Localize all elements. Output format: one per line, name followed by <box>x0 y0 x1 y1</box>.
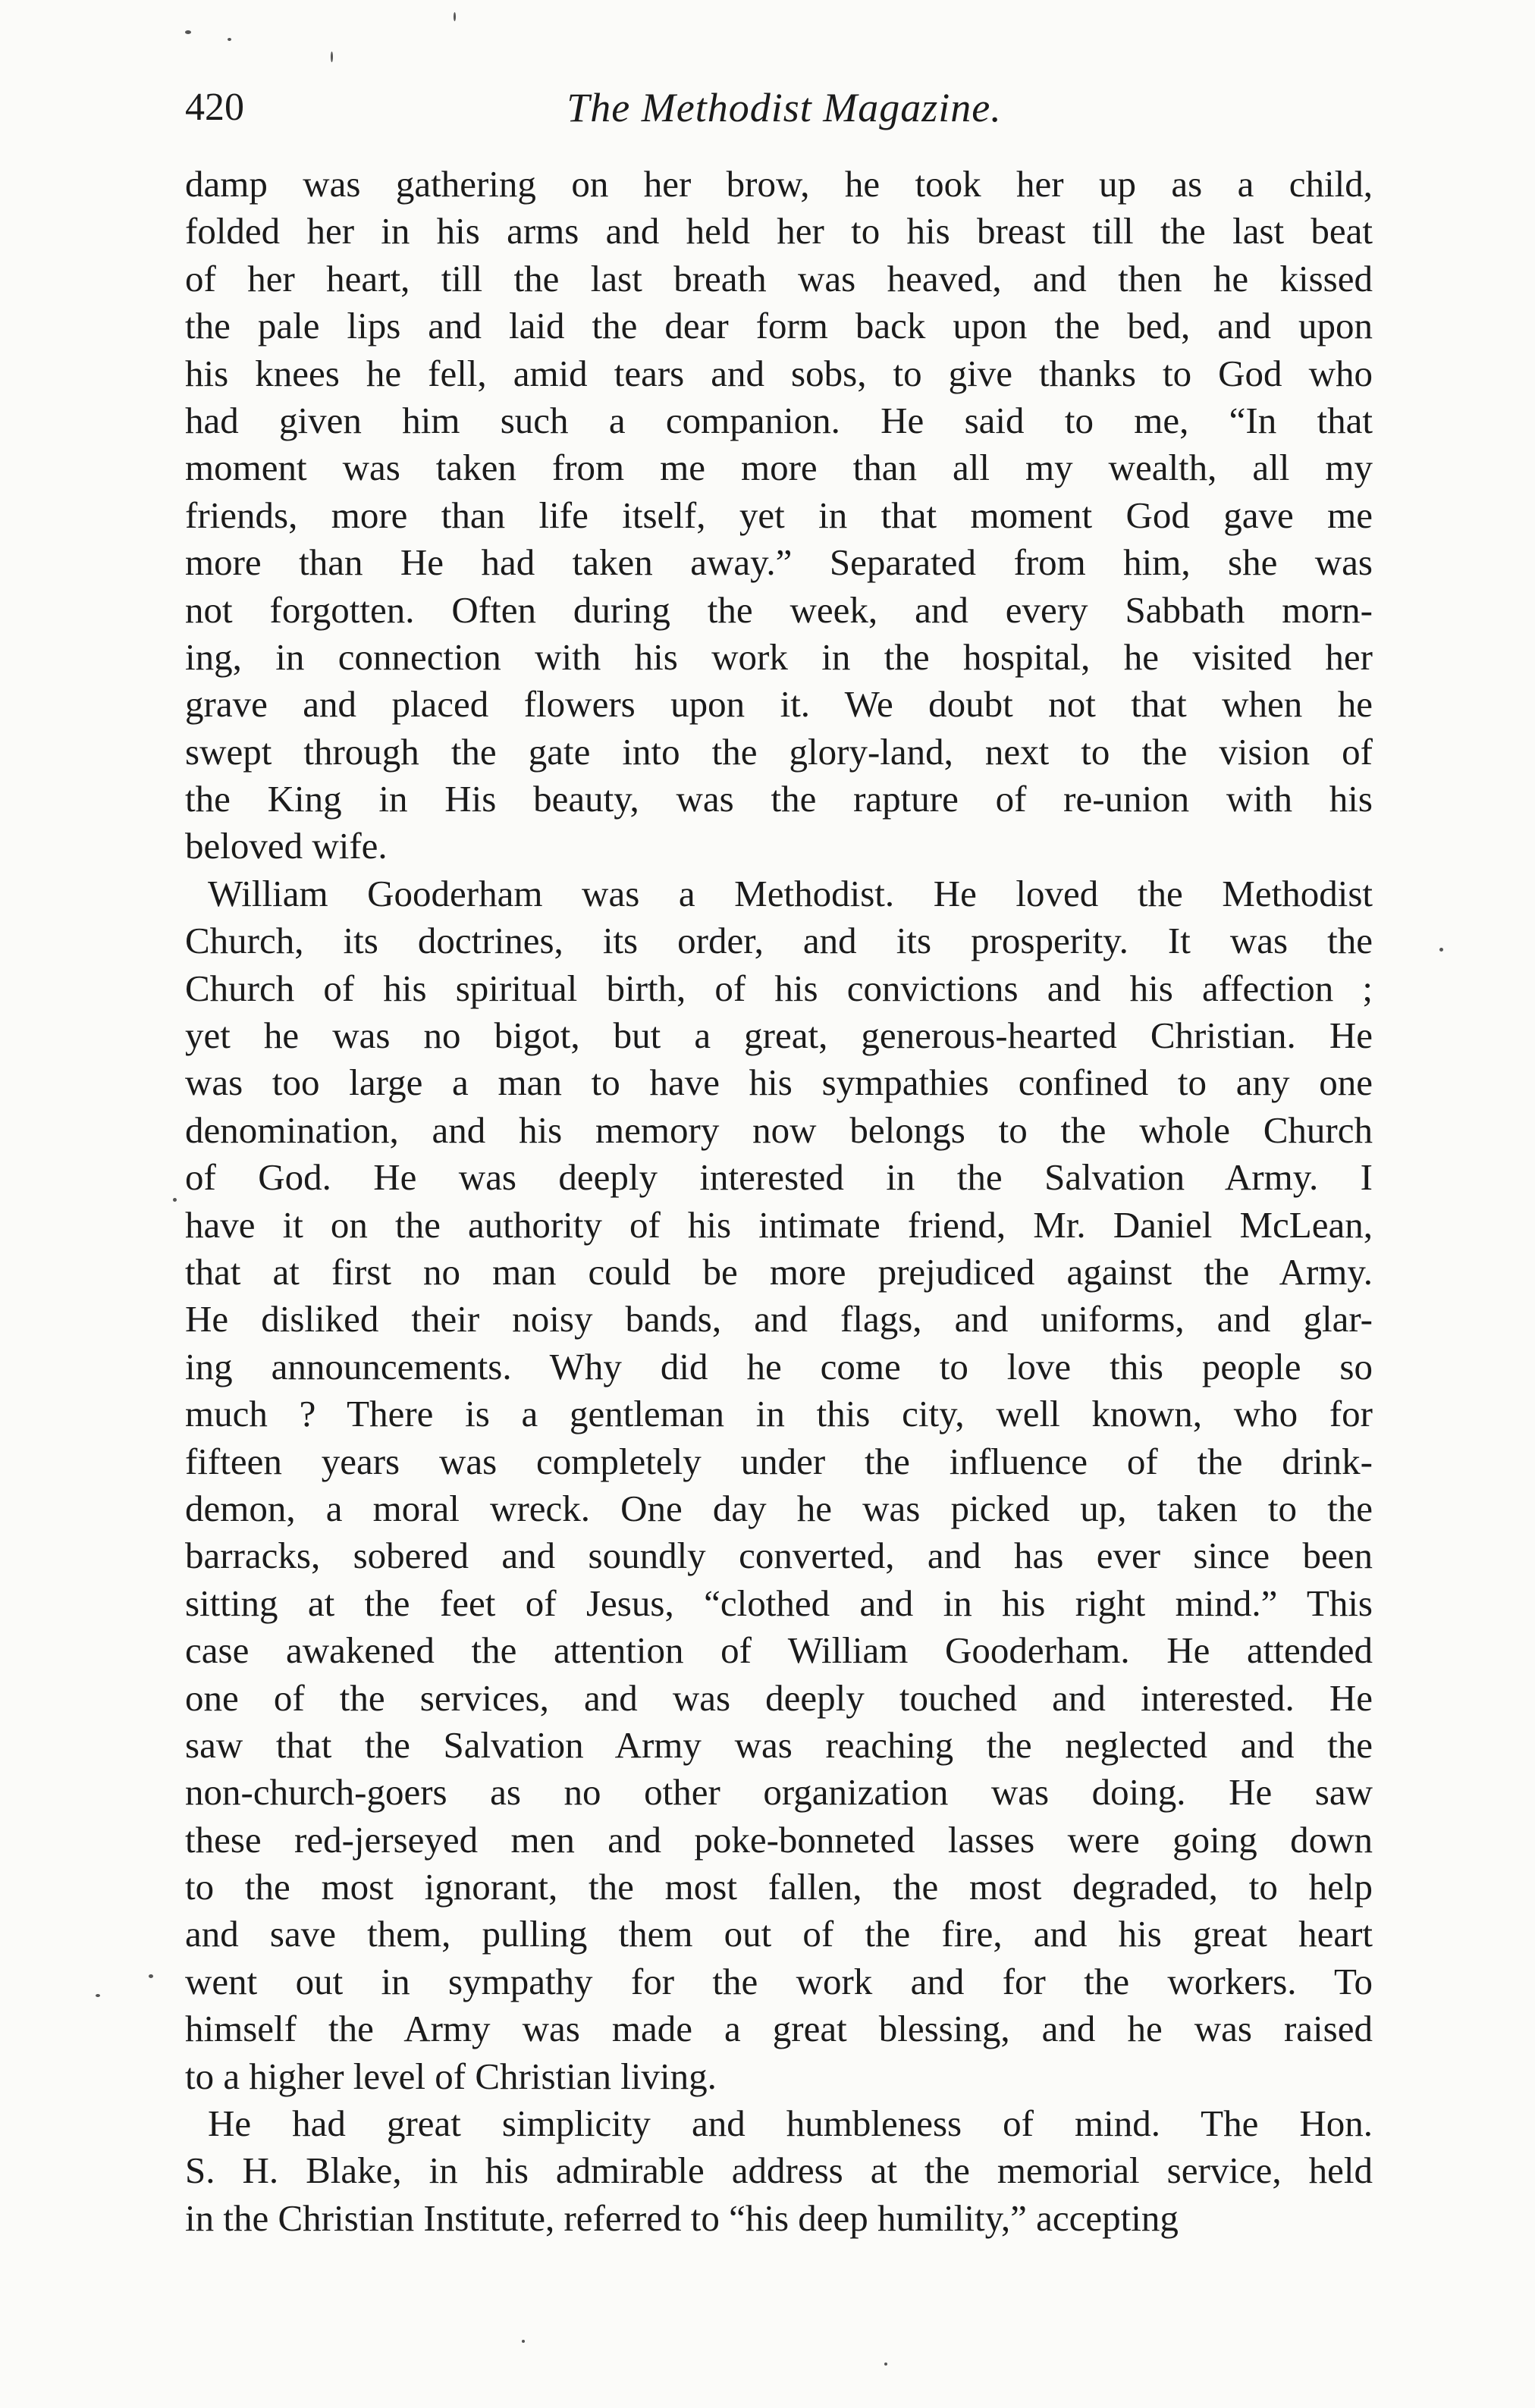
text-line: denomination, and his memory now belongs to the whole Church <box>185 1108 1373 1151</box>
text-line: ing announcements. Why did he come to love this people so <box>185 1345 1373 1387</box>
text-line: the pale lips and laid the dear form back upon the bed, and upon <box>185 305 1373 347</box>
text-line: fifteen years was completely under the influence of the drink- <box>185 1440 1373 1482</box>
paragraph <box>185 870 1373 2100</box>
text-line: went out in sympathy for the work and for the workers. To <box>185 1960 1373 2002</box>
text-line: and save them, pulling them out of the fire, and his great heart <box>185 1913 1373 1955</box>
text-line: in the Christian Institute, referred to “his deep humility,” accepting <box>185 2196 1179 2239</box>
text-line: damp was gathering on her brow, he took her up as a child, <box>185 163 1373 205</box>
text-line: He disliked their noisy bands, and flags, and uniforms, and glar- <box>185 1298 1373 1340</box>
text-line: not forgotten. Often during the week, and every Sabbath morn- <box>185 588 1373 631</box>
text-line: He had great simplicity and humbleness of mind. The Hon. <box>208 2102 1373 2145</box>
scan-speck <box>173 1198 177 1202</box>
scan-speck <box>185 30 191 34</box>
paragraph <box>185 161 1373 870</box>
text-line: Church, its doctrines, its order, and its prosperity. It was the <box>185 920 1373 962</box>
text-line: demon, a moral wreck. One day he was picked up, taken to the <box>185 1487 1373 1529</box>
text-line: had given him such a companion. He said to me, “In that <box>185 399 1373 441</box>
running-title: The Methodist Magazine. <box>567 85 1002 130</box>
text-line: non-church-goers as no other organization was doing. He saw <box>185 1771 1373 1814</box>
page-header <box>185 85 1372 146</box>
scan-speck <box>331 52 333 62</box>
scan-speck <box>454 12 456 21</box>
text-line: S. H. Blake, in his admirable address at the memorial service, held <box>185 2149 1373 2192</box>
text-line: much ? There is a gentleman in this city, well known, who for <box>185 1393 1373 1435</box>
text-line: that at first no man could be more prejudiced against the Army. <box>185 1250 1373 1293</box>
text-line: of her heart, till the last breath was heaved, and then he kissed <box>185 257 1373 299</box>
scan-speck <box>522 2340 525 2343</box>
text-line: case awakened the attention of William Gooderham. He attended <box>185 1629 1373 1672</box>
paragraph <box>185 2100 1373 2242</box>
text-line: barracks, sobered and soundly converted, and has ever since been <box>185 1535 1373 1577</box>
text-line: the King in His beauty, was the rapture of re-union with his <box>185 778 1373 820</box>
text-line: himself the Army was made a great blessing, and he was raised <box>185 2008 1373 2050</box>
scan-speck <box>149 1974 153 1978</box>
scan-speck <box>1439 948 1443 952</box>
scan-speck <box>228 38 231 41</box>
page-number: 420 <box>185 86 244 129</box>
scan-speck <box>884 2363 887 2366</box>
text-line: folded her in his arms and held her to his breast till the last beat <box>185 210 1373 252</box>
text-line: one of the services, and was deeply touched and interested. He <box>185 1676 1373 1719</box>
text-line: swept through the gate into the glory-land, next to the vision of <box>185 730 1373 773</box>
body-text <box>185 161 1373 2242</box>
scan-speck <box>96 1994 100 1997</box>
text-line: have it on the authority of his intimate friend, Mr. Daniel McLean, <box>185 1203 1373 1246</box>
text-line: grave and placed flowers upon it. We doubt not that when he <box>185 683 1373 726</box>
text-line: to the most ignorant, the most fallen, the most degraded, to help <box>185 1866 1373 1908</box>
text-line: ing, in connection with his work in the hospital, he visited her <box>185 635 1373 678</box>
text-line: of God. He was deeply interested in the Salvation Army. I <box>185 1156 1373 1199</box>
text-line: Church of his spiritual birth, of his convictions and his affection ; <box>185 967 1373 1009</box>
text-line: William Gooderham was a Methodist. He loved the Methodist <box>208 872 1373 914</box>
text-line: yet he was no bigot, but a great, generous-hearted Christian. He <box>185 1014 1373 1057</box>
text-line: friends, more than life itself, yet in that moment God gave me <box>185 494 1373 536</box>
text-line: beloved wife. <box>185 825 388 867</box>
text-line: his knees he fell, amid tears and sobs, to give thanks to God who <box>185 352 1373 394</box>
text-line: these red-jerseyed men and poke-bonneted lasses were going down <box>185 1818 1373 1861</box>
text-line: moment was taken from me more than all my wealth, all my <box>185 447 1373 489</box>
text-line: more than He had taken away.” Separated from him, she was <box>185 541 1373 584</box>
text-line: sitting at the feet of Jesus, “clothed and in his right mind.” This <box>185 1582 1373 1624</box>
text-line: to a higher level of Christian living. <box>185 2055 717 2097</box>
text-line: was too large a man to have his sympathies confined to any one <box>185 1061 1373 1104</box>
text-line: saw that the Salvation Army was reaching the neglected and the <box>185 1723 1373 1766</box>
